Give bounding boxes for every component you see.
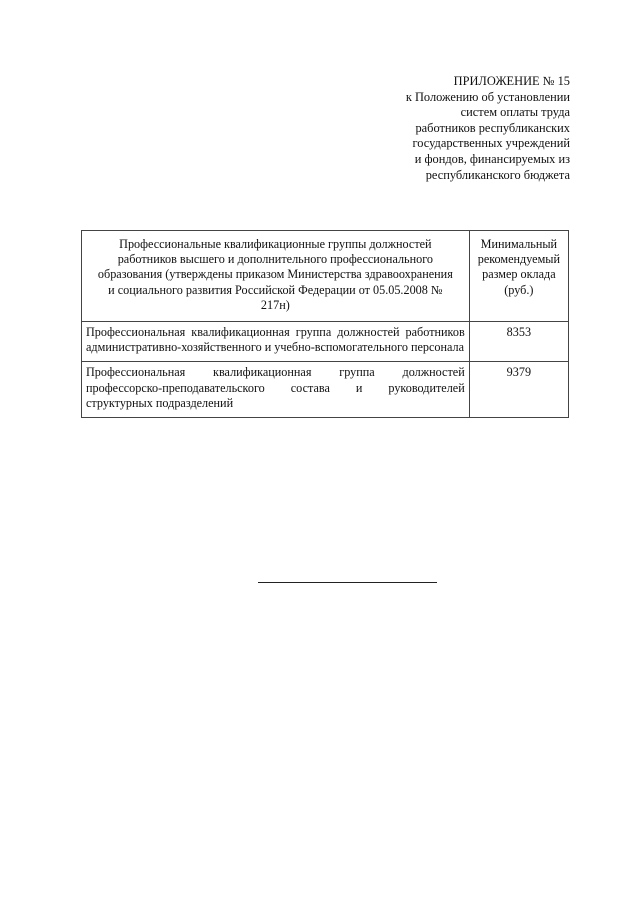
appendix-line: систем оплаты труда <box>460 105 570 120</box>
end-divider <box>258 582 437 583</box>
group-cell: Профессиональная квалификационная группа должностей работников административно-хозяйственного и учебно-вспомогательного персонала <box>82 322 470 362</box>
appendix-line: работников республиканских <box>415 120 570 135</box>
salary-table <box>81 230 569 418</box>
column-header-group: Профессиональные квалификационные группы должностей работников высшего и дополнительного профессионального образования (утверждены приказом Министерства здравоохранения и социального развития Российской Федерации от 05.05.2008 № 217н) <box>82 231 470 322</box>
appendix-title: ПРИЛОЖЕНИЕ № 15 <box>453 74 570 88</box>
table-header-row <box>82 231 569 322</box>
appendix-header <box>310 74 570 183</box>
salary-cell: 8353 <box>469 322 568 362</box>
appendix-line: государственных учреждений <box>412 136 570 151</box>
salary-cell: 9379 <box>469 362 568 418</box>
appendix-line: республиканского бюджета <box>425 167 570 182</box>
group-cell: Профессиональная квалификационная группа должностей профессорско-преподавательского состава и руководителей структурных подразделений <box>82 362 470 418</box>
column-header-salary: Минимальный рекомендуемый размер оклада (руб.) <box>469 231 568 322</box>
appendix-line: к Положению об установлении <box>405 89 570 104</box>
table-row <box>82 362 569 418</box>
table-row <box>82 322 569 362</box>
appendix-line: и фондов, финансируемых из <box>414 151 570 166</box>
